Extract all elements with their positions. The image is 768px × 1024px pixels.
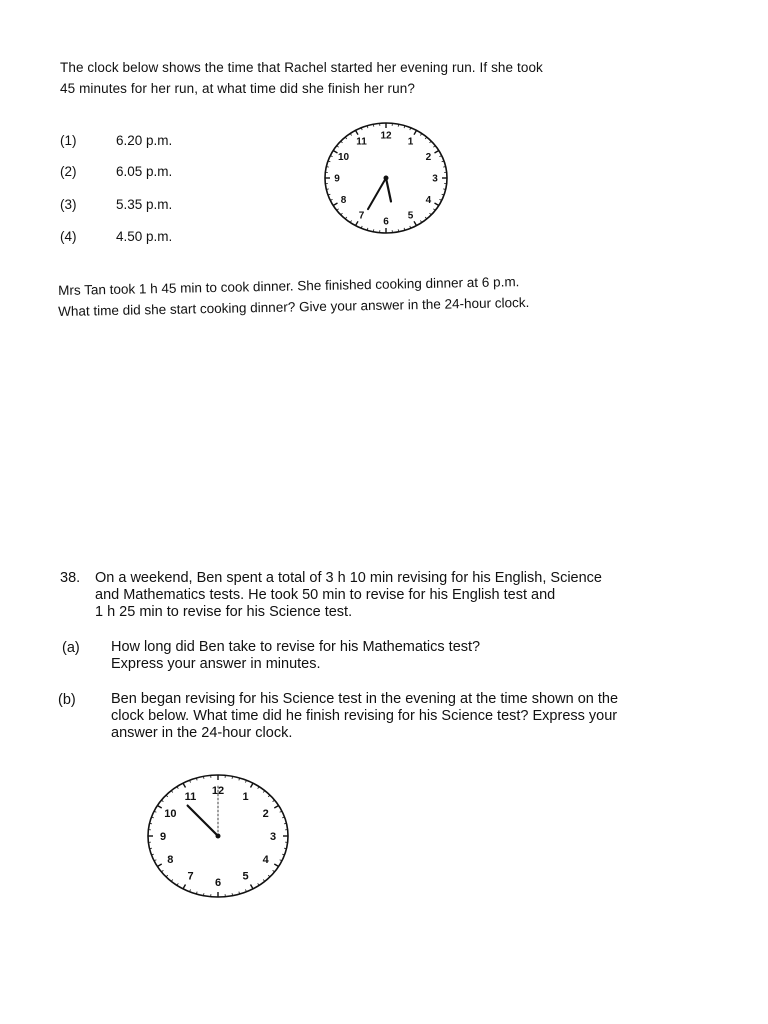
clock-rachel-tick [443, 167, 445, 168]
clock-ben-tick [203, 893, 204, 895]
clock-rachel-tick [330, 156, 332, 157]
clock-ben-tick [190, 889, 191, 891]
clock-ben-number: 9 [159, 830, 167, 843]
clock-rachel-tick [361, 226, 362, 228]
clock-ben-number: 6 [214, 876, 222, 889]
option-1-number: (1) [60, 133, 77, 148]
clock-ben-tick [274, 864, 278, 867]
clock-rachel-tick [434, 151, 438, 154]
clock-rachel-tick [333, 203, 337, 206]
clock-ben-tick [166, 875, 168, 877]
clock-rachel-number: 12 [380, 130, 392, 142]
part-a-line-1: How long did Ben take to revise for his Mathematics test? [111, 639, 481, 655]
question-time-line-2: 45 minutes for her run, at what time did she finish her run? [60, 81, 415, 96]
clock-ben-tick [154, 860, 156, 861]
question-dinner-line-1: Mrs Tan took 1 h 45 min to cook dinner. She finished cooking dinner at 6 p.m. [58, 274, 520, 298]
clock-rachel-number: 7 [358, 210, 365, 222]
clock-rachel-tick [398, 229, 399, 231]
clock-ben-tick [232, 776, 233, 778]
clock-ben-number: 5 [242, 870, 249, 883]
clock-ben-number: 2 [262, 807, 269, 820]
clock-rachel-center [384, 176, 389, 181]
clock-ben-tick [284, 823, 286, 824]
clock-ben-number: 10 [164, 807, 177, 820]
clock-rachel-tick [373, 229, 374, 231]
question-dinner-line-2: What time did she start cooking dinner? Give your answer in the 24-hour clock. [58, 294, 530, 319]
clock-ben-tick [251, 783, 254, 787]
part-b-line-3: answer in the 24-hour clock. [111, 725, 293, 741]
clock-ben-center [216, 834, 221, 839]
clock-ben [145, 772, 293, 902]
part-a-label: (a) [62, 640, 80, 656]
clock-ben-face [145, 772, 293, 902]
clock-ben-tick [150, 848, 152, 849]
clock-ben-tick [280, 860, 282, 861]
question-time-line-1: The clock below shows the time that Rachel started her evening run. If she took [60, 60, 543, 75]
clock-rachel-number: 10 [338, 152, 350, 163]
clock-ben-tick [190, 780, 191, 782]
option-3-number: (3) [60, 197, 77, 212]
clock-rachel-number: 8 [340, 195, 347, 206]
option-1-text: 6.20 p.m. [116, 133, 173, 148]
clock-rachel-face [320, 119, 452, 237]
clock-rachel-number: 1 [407, 136, 414, 148]
clock-rachel-tick [356, 130, 359, 134]
clock-rachel-number: 6 [383, 216, 389, 228]
clock-rachel-tick [326, 167, 328, 168]
clock-ben-tick [150, 823, 152, 824]
option-4-text: 4.50 p.m. [116, 229, 173, 244]
option-2-number: (2) [60, 164, 77, 179]
clock-ben-number: 1 [242, 791, 249, 804]
clock-rachel-tick [434, 203, 438, 206]
clock-ben-tick [245, 889, 246, 891]
part-b-line-1: Ben began revising for his Science test in the evening at the time shown on the [111, 691, 619, 707]
clock-ben-tick [280, 811, 282, 812]
clock-rachel-tick [398, 124, 399, 126]
clock-rachel-tick [443, 189, 445, 190]
clock-rachel-tick [439, 199, 441, 200]
clock-rachel-tick [439, 156, 441, 157]
clock-rachel-tick [410, 226, 411, 228]
clock-rachel-number: 5 [407, 210, 414, 222]
clock-ben-tick [157, 864, 161, 867]
clock-rachel-number: 9 [334, 173, 340, 185]
question-38-intro-line-3: 1 h 25 min to revise for his Science test. [95, 604, 353, 620]
clock-ben-number: 4 [262, 853, 269, 866]
part-b-line-2: clock below. What time did he finish revising for his Science test? Express your [111, 708, 618, 724]
option-4-number: (4) [60, 229, 77, 244]
clock-rachel-tick [356, 221, 359, 225]
clock-rachel-number: 4 [425, 195, 432, 206]
part-b-label: (b) [58, 692, 76, 708]
clock-rachel-tick [373, 124, 374, 126]
clock-ben-tick [203, 776, 204, 778]
clock-ben-hour-hand [188, 806, 218, 836]
clock-ben-tick [154, 811, 156, 812]
clock-ben-tick [183, 783, 186, 787]
part-a-line-2: Express your answer in minutes. [111, 656, 321, 672]
clock-ben-tick [251, 884, 254, 888]
clock-ben-tick [268, 795, 270, 797]
clock-rachel-minute-hand [368, 178, 386, 209]
clock-ben-number: 12 [211, 784, 225, 797]
clock-rachel-tick [414, 221, 417, 225]
clock-rachel [320, 119, 452, 237]
clock-rachel-number: 11 [356, 136, 367, 148]
clock-rachel-hour-hand [386, 178, 391, 201]
clock-rachel-number: 3 [432, 173, 438, 185]
clock-rachel-tick [410, 128, 411, 130]
clock-rachel-number: 2 [425, 152, 432, 163]
clock-ben-number: 11 [184, 791, 197, 804]
option-3-text: 5.35 p.m. [116, 197, 173, 212]
clock-ben-tick [232, 893, 233, 895]
clock-rachel-tick [414, 130, 417, 134]
clock-ben-tick [183, 884, 186, 888]
question-38-number: 38. [60, 570, 81, 586]
clock-rachel-tick [333, 151, 337, 154]
clock-ben-number: 7 [187, 870, 194, 883]
clock-ben-tick [166, 795, 168, 797]
clock-ben-tick [245, 780, 246, 782]
clock-ben-tick [274, 806, 278, 809]
option-2-text: 6.05 p.m. [116, 164, 173, 179]
clock-ben-tick [268, 875, 270, 877]
clock-ben-number: 8 [167, 853, 174, 866]
clock-ben-number: 3 [269, 830, 277, 843]
clock-ben-tick [284, 848, 286, 849]
clock-rachel-tick [330, 199, 332, 200]
clock-rachel-tick [361, 128, 362, 130]
question-38-intro-line-1: On a weekend, Ben spent a total of 3 h 10 min revising for his English, Science [95, 570, 602, 586]
clock-rachel-tick [326, 189, 328, 190]
question-38-intro-line-2: and Mathematics tests. He took 50 min to revise for his English test and [95, 587, 556, 603]
clock-ben-tick [157, 806, 161, 809]
